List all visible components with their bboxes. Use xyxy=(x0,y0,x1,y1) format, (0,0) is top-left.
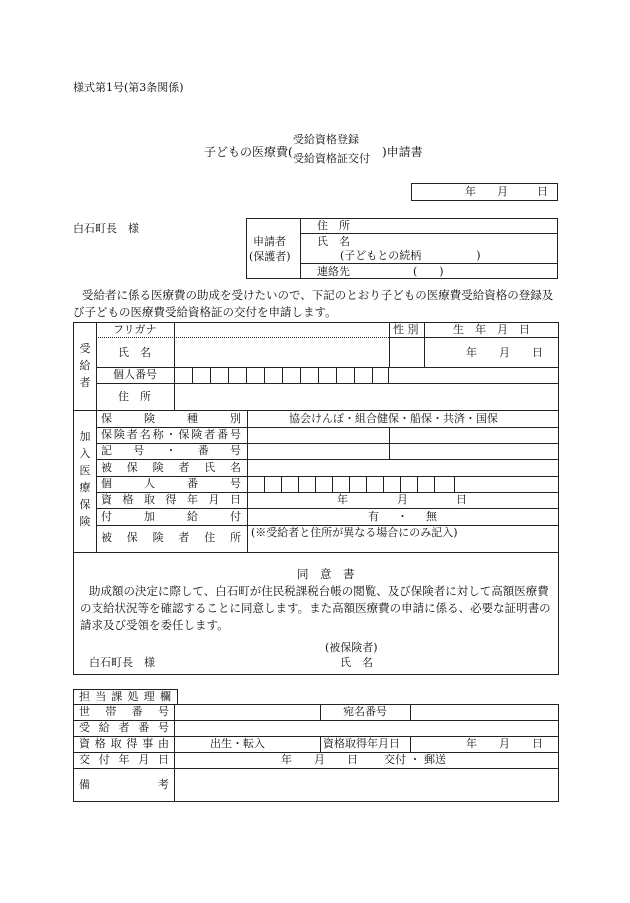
recipient-dob-ymd: 年 月 日 xyxy=(466,346,543,359)
extra-no[interactable]: 無 xyxy=(426,510,437,523)
acq-year: 年 xyxy=(337,493,348,506)
consent-name-label: 氏 名 xyxy=(340,656,373,669)
issue-date-label: 交付年月日 xyxy=(79,753,169,766)
consent-line-3: 請求及び受領を委任します。 xyxy=(80,618,229,632)
remarks-label: 備考 xyxy=(79,778,169,791)
recipient-gender-label: 性 別 xyxy=(393,323,419,336)
recipient-id-number-cells[interactable] xyxy=(174,367,389,383)
acquisition-date-label: 資格取得年月日 xyxy=(101,493,241,506)
insurance-section-label: 加 入 医 療 保 険 xyxy=(79,430,91,528)
acq-month: 月 xyxy=(397,493,408,506)
date-month: 月 xyxy=(497,185,508,198)
title-option-issuance: 受給資格証交付 xyxy=(293,152,370,165)
statement-line-2: び子どもの医療費受給資格証の交付を申請します。 xyxy=(73,305,337,319)
acquisition-date-office-label: 資格取得年月日 xyxy=(323,737,400,750)
recipient-id-label: 個人番号 xyxy=(113,368,157,381)
extra-benefit-label: 付加給付 xyxy=(101,510,241,523)
applicant-role: 申請者 xyxy=(253,235,286,248)
insured-address-label: 被保険者住所 xyxy=(101,531,241,544)
applicant-relation-label: (子どもとの続柄 ) xyxy=(340,249,481,262)
insured-id-number-cells[interactable] xyxy=(247,476,455,492)
date-year: 年 xyxy=(465,185,476,198)
consent-line-2: の支給状況等を確認することに同意します。また高額医療費の申請に係る、必要な証明書の xyxy=(80,601,551,615)
insurance-type-label: 保険種別 xyxy=(101,412,241,425)
recipient-address-label: 住 所 xyxy=(118,390,151,403)
form-label: 様式第1号(第3条関係) xyxy=(73,81,184,94)
applicant-role-guardian: (保護者) xyxy=(249,250,291,263)
recipient-furigana-label: フリガナ xyxy=(113,323,157,336)
applicant-address-label: 住 所 xyxy=(317,219,350,232)
consent-insured-label: (被保険者) xyxy=(325,641,378,654)
insured-address-note: (※受給者と住所が異なる場合にのみ記入) xyxy=(251,526,458,539)
office-header: 担当課処理欄 xyxy=(79,690,171,703)
title-suffix: )申請書 xyxy=(382,145,423,159)
title-prefix: 子どもの医療費( xyxy=(204,145,293,159)
recipient-section-label: 受 給 者 xyxy=(79,342,91,389)
issue-method: 交付 ・ 郵送 xyxy=(384,753,446,766)
consent-addressee: 白石町長 様 xyxy=(89,656,155,669)
acquisition-reason-value: 出生・転入 xyxy=(210,737,265,750)
extra-yes[interactable]: 有 xyxy=(368,510,379,523)
recipient-no-label: 受給者番号 xyxy=(79,721,169,734)
applicant-name-label: 氏 名 xyxy=(317,235,350,248)
addressee: 白石町長 様 xyxy=(73,222,139,235)
recipient-name-label: 氏 名 xyxy=(118,346,151,359)
acquisition-date-office-ymd: 年 月 日 xyxy=(466,737,543,750)
acq-day: 日 xyxy=(456,493,467,506)
date-day: 日 xyxy=(537,185,548,198)
household-no-label: 世帯番号 xyxy=(79,705,169,718)
date-box[interactable] xyxy=(411,183,558,201)
address-no-label: 宛名番号 xyxy=(343,705,387,718)
title-option-registration: 受給資格登録 xyxy=(293,133,359,146)
consent-title: 同 意 書 xyxy=(297,567,355,581)
statement-line-1: 受給者に係る医療費の助成を受けたいので、下記のとおり子どもの医療費受給資格の登録及 xyxy=(82,288,554,302)
insurer-name-number-label: 保険者名称・保険者番号 xyxy=(101,428,241,441)
insured-name-label: 被保険者氏名 xyxy=(101,461,241,474)
insured-id-label: 個人番号 xyxy=(101,477,241,490)
consent-line-1: 助成額の決定に際して、白石町が住民税課税台帳の閲覧、及び保険者に対して高額医療費 xyxy=(89,584,549,598)
recipient-dob-label: 生 年 月 日 xyxy=(453,323,530,336)
applicant-contact-label: 連絡先 xyxy=(317,265,350,278)
extra-dot: ・ xyxy=(397,510,408,523)
issue-date-ymd: 年 月 日 xyxy=(281,753,358,766)
symbol-number-label: 記号・番号 xyxy=(101,444,241,457)
acquisition-reason-label: 資格取得事由 xyxy=(79,737,169,750)
insurance-type-options: 協会けんぽ・組合健保・船保・共済・国保 xyxy=(289,412,498,425)
applicant-contact-paren: ( ) xyxy=(413,265,444,278)
